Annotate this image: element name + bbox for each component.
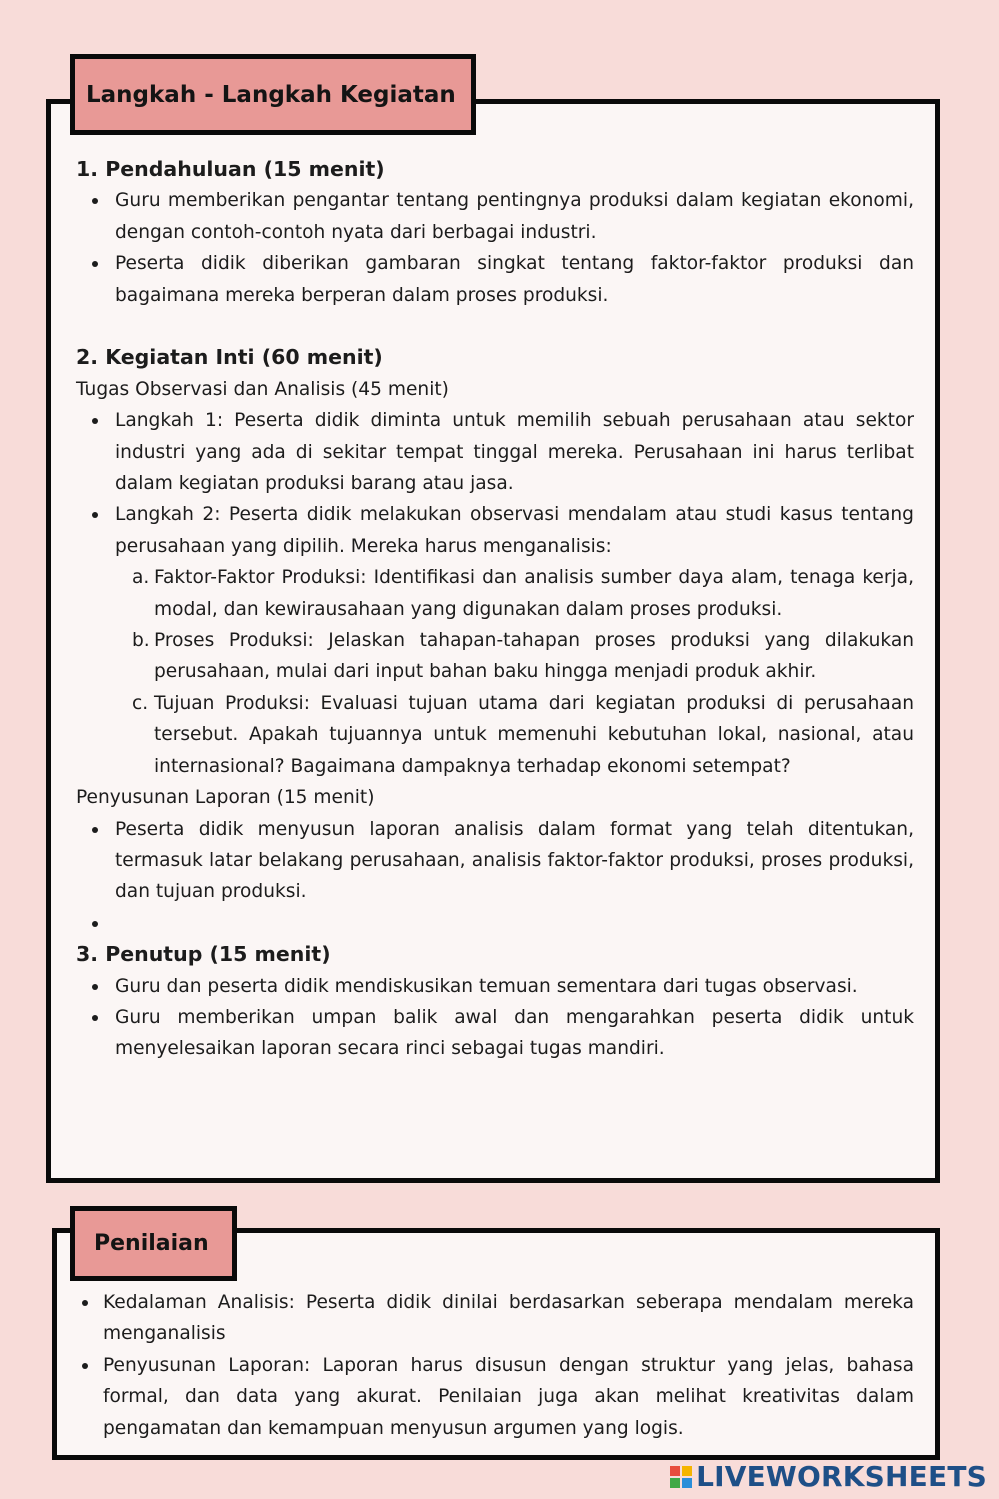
subheading-observasi: Tugas Observasi dan Analisis (45 menit)	[76, 378, 449, 400]
sub-list-marker: a.	[132, 567, 150, 589]
list-item: Peserta didik diberikan gambaran singkat tentang faktor-faktor produksi dan bagaimana mereka berperan dalam proses produksi.	[76, 248, 914, 311]
assessment-list	[76, 1287, 914, 1444]
assessment-content	[76, 1287, 914, 1444]
list-item: Penyusunan Laporan: Laporan harus disusun dengan struktur yang jelas, bahasa formal, dan data yang akurat. Penilaian juga akan melihat kreativitas dalam pengamatan dan kemampuan menyusun argumen yang logis.	[76, 1350, 914, 1444]
assessment-tab	[70, 1206, 237, 1281]
logo-square	[670, 1466, 680, 1476]
assessment-title: Penilaian	[94, 1231, 209, 1256]
logo-square	[682, 1466, 692, 1476]
activity-steps-content	[76, 154, 914, 1065]
list-item: Kedalaman Analisis: Peserta didik dinilai berdasarkan seberapa mendalam mereka menganalisis	[76, 1287, 914, 1350]
logo-mark-icon	[670, 1466, 692, 1488]
sub-list-marker: c.	[132, 692, 149, 714]
list-item: Langkah 1: Peserta didik diminta untuk memilih sebuah perusahaan atau sektor industri yang ada di sekitar tempat tinggal mereka. Perusahaan ini harus terlibat dalam kegiatan produksi barang atau jasa.	[76, 405, 914, 499]
activity-steps-tab	[70, 54, 476, 135]
logo-square	[682, 1478, 692, 1488]
sub-list-item	[76, 562, 914, 625]
analysis-sub-list	[76, 562, 914, 782]
liveworksheets-logo	[670, 1460, 987, 1493]
section-title-kegiatan-inti: 2. Kegiatan Inti (60 menit)	[76, 345, 383, 370]
list-item: Langkah 2: Peserta didik melakukan observasi mendalam atau studi kasus tentang perusahaan yang dipilih. Mereka harus menganalisis:	[76, 499, 914, 562]
sub-list-text: Proses Produksi: Jelaskan tahapan-tahapan proses produksi yang dilakukan perusahaan, mulai dari input bahan baku hingga menjadi produk akhir.	[154, 630, 914, 683]
activity-steps-title: Langkah - Langkah Kegiatan	[86, 81, 456, 108]
sub-list-text: Faktor-Faktor Produksi: Identifikasi dan analisis sumber daya alam, tenaga kerja, modal, dan kewirausahaan yang digunakan dalam proses produksi.	[154, 567, 914, 620]
sub-list-text: Tujuan Produksi: Evaluasi tujuan utama dari kegiatan produksi di perusahaan tersebut. Apakah tujuannya untuk memenuhi kebutuhan lokal, nasional, atau internasional? Bagaimana dampaknya terhadap ekonomi setempat?	[154, 692, 914, 777]
brand-name: LIVEWORKSHEETS	[696, 1460, 987, 1493]
logo-square	[670, 1478, 680, 1488]
section-title-pendahuluan: 1. Pendahuluan (15 menit)	[76, 157, 385, 181]
sub-list-item	[76, 625, 914, 688]
list-item: Peserta didik menyusun laporan analisis dalam format yang telah ditentukan, termasuk latar belakang perusahaan, analisis faktor-faktor produksi, proses produksi, dan tujuan produksi.	[76, 814, 914, 908]
sub-list-item	[76, 688, 914, 782]
kegiatan-inti-list	[76, 405, 914, 562]
list-item: Guru memberikan umpan balik awal dan mengarahkan peserta didik untuk menyelesaikan laporan secara rinci sebagai tugas mandiri.	[76, 1002, 914, 1065]
list-item: Guru memberikan pengantar tentang pentingnya produksi dalam kegiatan ekonomi, dengan contoh-contoh nyata dari berbagai industri.	[76, 185, 914, 248]
empty-list-item	[76, 908, 914, 939]
pendahuluan-list	[76, 185, 914, 311]
laporan-list	[76, 814, 914, 940]
section-title-penutup: 3. Penutup (15 menit)	[76, 942, 331, 967]
sub-list-marker: b.	[132, 630, 150, 652]
list-item: Guru dan peserta didik mendiskusikan temuan sementara dari tugas observasi.	[76, 971, 914, 1002]
subheading-laporan: Penyusunan Laporan (15 menit)	[76, 787, 375, 809]
penutup-list	[76, 971, 914, 1065]
